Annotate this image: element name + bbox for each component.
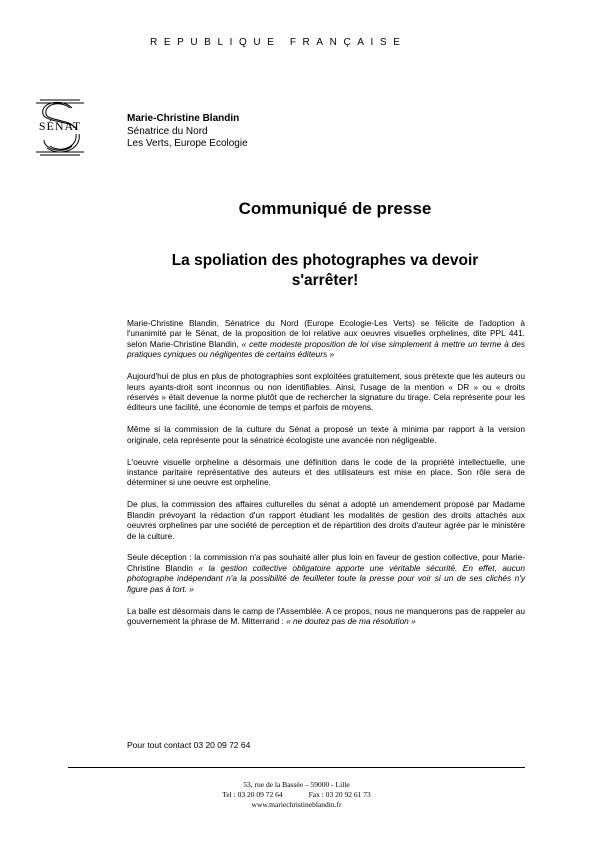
sender-name: Marie-Christine Blandin <box>127 113 240 124</box>
sender-block <box>127 113 248 151</box>
paragraph-text: Même si la commission de la culture du Sénat a proposé un texte à minima par rapport à la version originale, cela représente pour la sénatrice écologiste une avancée non négligeable. <box>127 424 525 445</box>
paragraph-text: L'oeuvre visuelle orpheline a désormais une définition dans le code de la propriété intellectuelle, une instance paritaire représentative des auteurs et des utilisateurs est mise en place. Son rôle sera de déterminer si une oeuvre est orpheline. <box>127 456 525 488</box>
paragraph-text: Seule déception : la commission n'a pas souhaité aller plus loin en faveur de gestion collective, pour Marie-Christine Blandin <box>127 552 525 573</box>
senat-logo <box>30 94 90 160</box>
paragraph-text: La balle est désormais dans le camp de l'Assemblée. A ce propos, nous ne manquerons pas de rappeler au gouvernement la phrase de M. Mitterrand : <box>127 605 525 626</box>
paragraph-quote: « ne doutez pas de ma résolution » <box>286 615 416 626</box>
sender-party: Les Verts, Europe Ecologie <box>127 138 248 149</box>
paragraph-quote: « cette modeste proposition de loi vise simplement à mettre un terme à des pratiques cyniques ou négligentes de certains éditeurs » <box>127 338 525 360</box>
footer <box>68 780 525 810</box>
republique-francaise-header: REPUBLIQUE FRANÇAISE <box>150 37 407 48</box>
paragraph <box>127 499 525 541</box>
contact-line: Pour tout contact 03 20 09 72 64 <box>127 740 251 750</box>
footer-phone-row <box>68 790 525 800</box>
paragraph <box>127 606 525 627</box>
senat-logo-text: SÉNAT <box>38 119 82 133</box>
paragraph-text: Marie-Christine Blandin, Sénatrice du Nord (Europe Ecologie-Les Verts) se félicite de l'adoption à l'unanimité par le Sénat, de la proposition de loi relative aux oeuvres visuelles orphelines, dite PPL 441. selon Marie-Christine Blandin, <box>127 318 525 349</box>
footer-tel: Tel : 03 20 09 72 64 <box>222 790 283 799</box>
paragraph-text: Aujourd'hui de plus en plus de photographies sont exploitées gratuitement, sous prétexte que les auteurs ou leurs ayants-droit sont inconnus ou non identifiables. Ainsi, l'usage de la mention « DR » ou « droits réservés » était devenue la norme plutôt que de rechercher la signature du tirage. Cela représente pour les éditeurs une facilité, une économie de temps et parfois de moyens. <box>127 371 525 413</box>
paragraph <box>127 457 525 488</box>
footer-address: 53, rue de la Bassée – 59000 - Lille <box>243 780 350 789</box>
paragraph <box>127 552 525 594</box>
footer-fax: Fax : 03 20 92 61 73 <box>308 790 371 799</box>
paragraph-text: De plus, la commission des affaires culturelles du sénat a adopté un amendement proposé par Madame Blandin prévoyant la rédaction d'un rapport étudiant les modalités de gestion des droits attachés aux oeuvres orphelines par une société de perception et de répartition des droits d'auteur agrée par le ministère de la culture. <box>127 499 525 541</box>
footer-website-link[interactable]: www.mariechristineblandin.fr <box>251 800 342 809</box>
paragraph <box>127 371 525 413</box>
paragraph <box>127 424 525 445</box>
paragraph-quote: « la gestion collective obligatoire apporte une véritable sécurité. En effet, aucun photographe indépendant n'a la possibilité de feuilleter toute la presse pour voir si un de ses clichés n'y figure pas à tort. » <box>127 562 525 594</box>
headline: La spoliation des photographes va devoir s'arrêter! <box>171 252 479 289</box>
document-title: Communiqué de presse <box>238 199 432 218</box>
body-text <box>127 318 525 638</box>
sender-role: Sénatrice du Nord <box>127 125 208 137</box>
footer-divider <box>68 767 525 768</box>
paragraph <box>127 318 525 360</box>
